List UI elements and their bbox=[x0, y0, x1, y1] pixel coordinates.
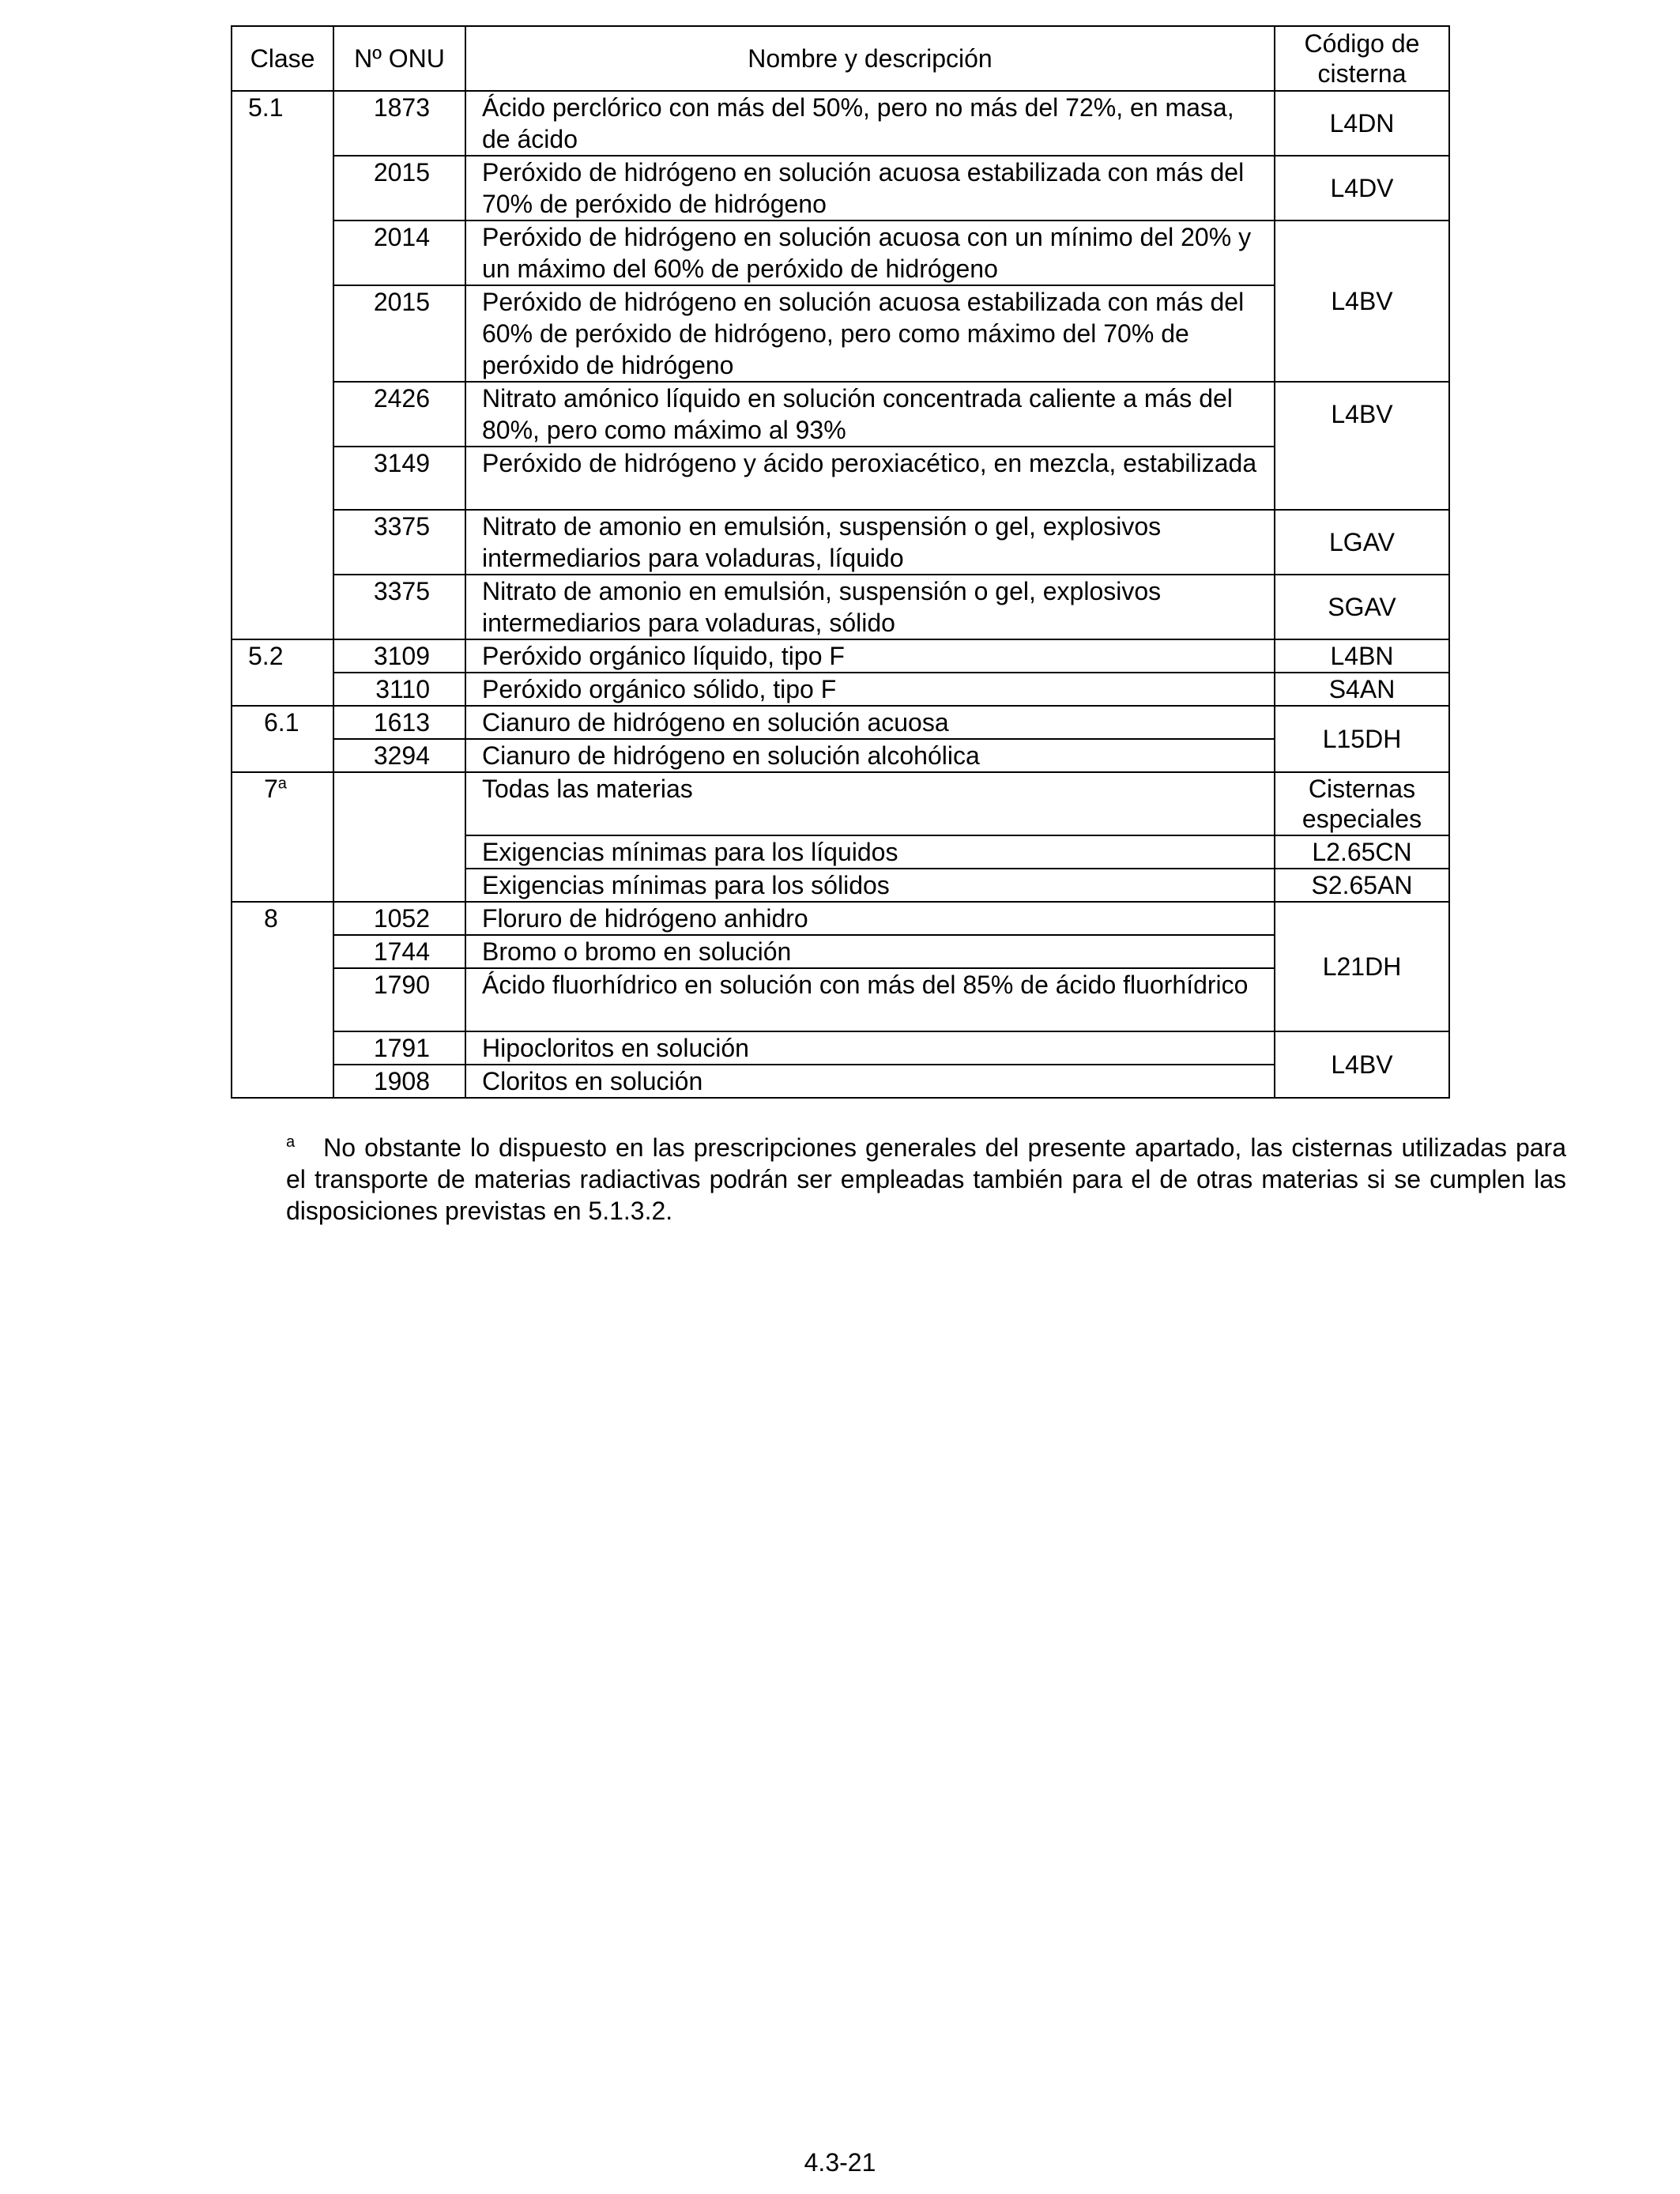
table-row bbox=[232, 673, 1449, 706]
table-row bbox=[232, 639, 1449, 673]
table-row bbox=[232, 447, 1449, 510]
cell-onu: 2014 bbox=[333, 221, 465, 285]
table-row bbox=[232, 935, 1449, 968]
cell-codigo: Cisternas especiales bbox=[1275, 772, 1449, 835]
table-row bbox=[232, 1031, 1449, 1065]
cell-onu: 1052 bbox=[333, 902, 465, 935]
cell-codigo: S4AN bbox=[1275, 673, 1449, 706]
footnote-ref: a bbox=[277, 775, 287, 793]
table-row bbox=[232, 1065, 1449, 1098]
cell-clase: 8 bbox=[232, 902, 333, 1098]
cell-onu: 3109 bbox=[333, 639, 465, 673]
cell-nombre: Nitrato de amonio en emulsión, suspensión o gel, explosivos intermediarios para voladuras, líquido bbox=[465, 510, 1275, 575]
cell-nombre: Nitrato de amonio en emulsión, suspensión o gel, explosivos intermediarios para voladuras, sólido bbox=[465, 575, 1275, 639]
cell-nombre: Peróxido orgánico líquido, tipo F bbox=[465, 639, 1275, 673]
cell-onu: 1790 bbox=[333, 968, 465, 1031]
cell-nombre: Hipocloritos en solución bbox=[465, 1031, 1275, 1065]
cell-onu: 3375 bbox=[333, 510, 465, 575]
table-row bbox=[232, 156, 1449, 221]
table-row bbox=[232, 772, 1449, 835]
cell-nombre: Peróxido de hidrógeno en solución acuosa con un mínimo del 20% y un máximo del 60% de peróxido de hidrógeno bbox=[465, 221, 1275, 285]
tank-code-table bbox=[231, 25, 1450, 1099]
cell-codigo: L4BV bbox=[1275, 221, 1449, 382]
cell-nombre: Cianuro de hidrógeno en solución alcohólica bbox=[465, 739, 1275, 772]
cell-nombre: Floruro de hidrógeno anhidro bbox=[465, 902, 1275, 935]
table-row bbox=[232, 382, 1449, 447]
cell-nombre: Exigencias mínimas para los líquidos bbox=[465, 835, 1275, 869]
cell-nombre: Peróxido de hidrógeno en solución acuosa estabilizada con más del 70% de peróxido de hidrógeno bbox=[465, 156, 1275, 221]
cell-codigo: L15DH bbox=[1275, 706, 1449, 772]
header-nombre: Nombre y descripción bbox=[465, 26, 1275, 91]
table-row bbox=[232, 902, 1449, 935]
cell-onu: 1613 bbox=[333, 706, 465, 739]
cell-onu: 1873 bbox=[333, 91, 465, 156]
table-header-row bbox=[232, 26, 1449, 91]
clase-7-text: 7 bbox=[264, 775, 278, 803]
cell-nombre: Bromo o bromo en solución bbox=[465, 935, 1275, 968]
cell-onu: 3149 bbox=[333, 447, 465, 510]
header-clase: Clase bbox=[232, 26, 333, 91]
cell-onu: 2426 bbox=[333, 382, 465, 447]
cell-codigo: LGAV bbox=[1275, 510, 1449, 575]
table-row bbox=[232, 285, 1449, 382]
cell-codigo: SGAV bbox=[1275, 575, 1449, 639]
cell-onu: 3110 bbox=[333, 673, 465, 706]
cell-codigo: L2.65CN bbox=[1275, 835, 1449, 869]
cell-codigo: L21DH bbox=[1275, 902, 1449, 1031]
cell-nombre: Cloritos en solución bbox=[465, 1065, 1275, 1098]
cell-codigo: L4DV bbox=[1275, 156, 1449, 221]
cell-onu: 2015 bbox=[333, 285, 465, 382]
cell-nombre: Exigencias mínimas para los sólidos bbox=[465, 869, 1275, 902]
cell-onu: 1744 bbox=[333, 935, 465, 968]
table-row bbox=[232, 739, 1449, 772]
header-codigo: Código de cisterna bbox=[1275, 26, 1449, 91]
cell-clase: 5.1 bbox=[232, 91, 333, 639]
cell-codigo: L4BV bbox=[1275, 382, 1449, 510]
cell-onu: 1791 bbox=[333, 1031, 465, 1065]
cell-clase: 5.2 bbox=[232, 639, 333, 706]
table-row bbox=[232, 510, 1449, 575]
cell-onu: 2015 bbox=[333, 156, 465, 221]
cell-nombre: Nitrato amónico líquido en solución concentrada caliente a más del 80%, pero como máximo al 93% bbox=[465, 382, 1275, 447]
cell-codigo: L4BV bbox=[1275, 1031, 1449, 1098]
cell-clase bbox=[232, 772, 333, 902]
cell-onu bbox=[333, 772, 465, 902]
cell-onu: 1908 bbox=[333, 1065, 465, 1098]
cell-nombre: Peróxido de hidrógeno y ácido peroxiacético, en mezcla, estabilizada bbox=[465, 447, 1275, 510]
footnote-text: No obstante lo dispuesto en las prescripciones generales del presente apartado, las cisternas utilizadas para el transporte de materias radiactivas podrán ser empleadas también para el de otras materias si se cumplen las disposiciones previstas en 5.1.3.2. bbox=[286, 1133, 1566, 1225]
cell-clase: 6.1 bbox=[232, 706, 333, 772]
cell-nombre: Todas las materias bbox=[465, 772, 1275, 835]
cell-nombre: Ácido perclórico con más del 50%, pero no más del 72%, en masa, de ácido bbox=[465, 91, 1275, 156]
cell-codigo: L4DN bbox=[1275, 91, 1449, 156]
cell-codigo: S2.65AN bbox=[1275, 869, 1449, 902]
cell-onu: 3294 bbox=[333, 739, 465, 772]
footnote bbox=[286, 1132, 1566, 1227]
table-row bbox=[232, 221, 1449, 285]
table-row bbox=[232, 968, 1449, 1031]
footnote-mark: a bbox=[286, 1133, 296, 1152]
cell-nombre: Peróxido de hidrógeno en solución acuosa estabilizada con más del 60% de peróxido de hidrógeno, pero como máximo del 70% de peróxido de hidrógeno bbox=[465, 285, 1275, 382]
page-number: 4.3-21 bbox=[804, 2148, 876, 2177]
table-row bbox=[232, 91, 1449, 156]
cell-codigo: L4BN bbox=[1275, 639, 1449, 673]
cell-nombre: Cianuro de hidrógeno en solución acuosa bbox=[465, 706, 1275, 739]
table-row bbox=[232, 575, 1449, 639]
header-onu: Nº ONU bbox=[333, 26, 465, 91]
cell-nombre: Peróxido orgánico sólido, tipo F bbox=[465, 673, 1275, 706]
cell-nombre: Ácido fluorhídrico en solución con más del 85% de ácido fluorhídrico bbox=[465, 968, 1275, 1031]
table-row bbox=[232, 706, 1449, 739]
cell-onu: 3375 bbox=[333, 575, 465, 639]
